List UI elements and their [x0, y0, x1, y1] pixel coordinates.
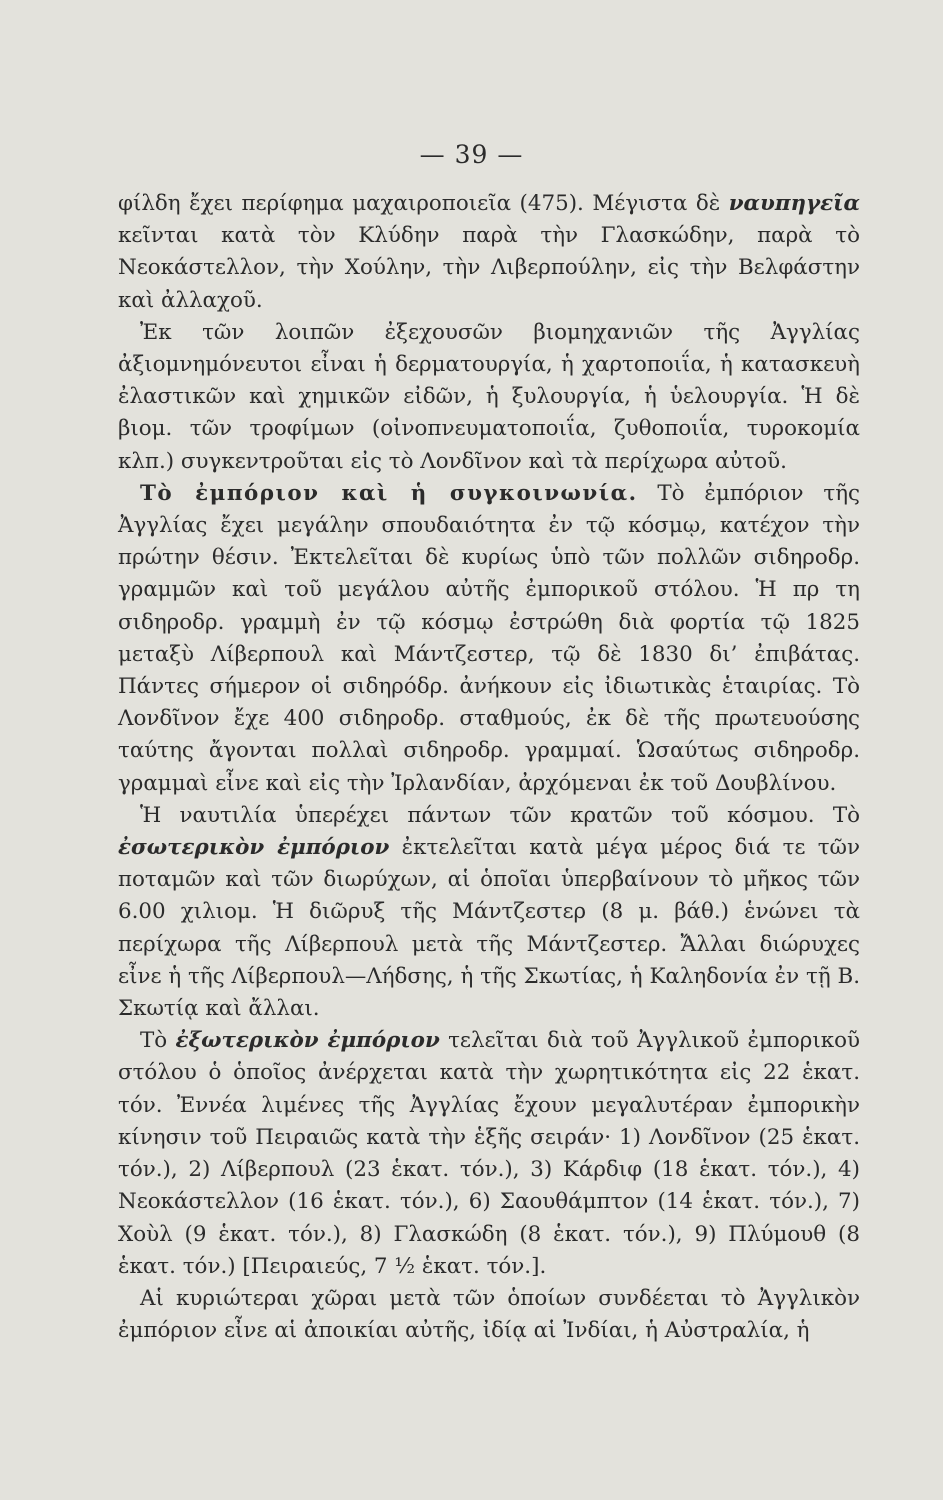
text-run: ἐκτελεῖται κατὰ μέγα μέρος διά τε τῶν ποταμῶν καὶ τῶν διωρύχων, αἱ ὁποῖαι ὑπερβαίνουν τὸ μῆκος τῶν 6.00 χιλιομ. Ἡ διῶρυξ τῆς Μάντζεστερ (8 μ. βάθ.) ἑνώνει τὰ περίχωρα τῆς Λίβερπουλ μετὰ τῆς Μάντζεστερ. Ἄλλαι διώρυχες εἶνε ἡ τῆς Λίβερπουλ—Λήδσης, ἡ τῆς Σκωτίας, ἡ Καληδονία ἐν τῇ Β. Σκωτίᾳ καὶ ἄλλαι. — [118, 835, 860, 1022]
paragraph-trade-partners — [118, 1283, 860, 1347]
section-heading-trade: Τὸ ἐμπόριον καὶ ἡ συγκοινωνία. — [140, 480, 638, 506]
paragraph-industries — [118, 317, 860, 478]
paragraph-navigation — [118, 800, 860, 1025]
emphasis-foreign-trade: ἐξωτερικὸν ἐμπόριον — [175, 1028, 440, 1054]
page-body — [118, 188, 860, 1347]
text-run: Ἐκ τῶν λοιπῶν ἐξεχουσῶν βιομηχανιῶν τῆς Ἀγγλίας ἀξιομνημόνευτοι εἶναι ἡ δερματουργία, ἡ χαρτοποιΐα, ἡ κατασκευὴ ἐλαστικῶν καὶ χημικῶν εἰδῶν, ἡ ξυλουργία, ἡ ὑελουργία. Ἡ δὲ βιομ. τῶν τροφίμων (οἰνοπνευματοποιΐα, ζυθοποιΐα, τυροκομία κλπ.) συγκεντροῦται εἰς τὸ Λονδῖνον καὶ τὰ περίχωρα αὐτοῦ. — [118, 319, 860, 474]
text-run: τελεῖται διὰ τοῦ Ἀγγλικοῦ ἐμπορικοῦ στόλου ὁ ὁποῖος ἀνέρχεται κατὰ τὴν χωρητικότητα εἰς 22 ἑκατ. τόν. Ἐννέα λιμένες τῆς Ἀγγλίας ἔχουν μεγαλυτέραν ἐμπορικὴν κίνησιν τοῦ Πειραιῶς κατὰ τὴν ἑξῆς σειράν· 1) Λονδῖνον (25 ἑκατ. τόν.), 2) Λίβερπουλ (23 ἑκατ. τόν.), 3) Κάρδιφ (18 ἑκατ. τόν.), 4) Νεοκάστελλον (16 ἑκατ. τόν.), 6) Σαουθάμπτον (14 ἑκατ. τόν.), 7) Χοὺλ (9 ἑκατ. τόν.), 8) Γλασκώδη (8 ἑκατ. τόν.), 9) Πλύμουθ (8 ἑκατ. τόν.) [Πειραιεύς, 7 ½ ἑκατ. τόν.]. — [118, 1028, 860, 1279]
paragraph-shipbuilding — [118, 188, 860, 317]
emphasis-shipyards: ναυπηγεῖα — [728, 191, 860, 216]
paragraph-trade-communication — [118, 478, 860, 800]
text-run: φίλδη ἔχει περίφημα μαχαιροποιεῖα (475). Μέγιστα δὲ — [118, 191, 729, 216]
text-run: Ἡ ναυτιλία ὑπερέχει πάντων τῶν κρατῶν τοῦ κόσμου. Τὸ — [140, 802, 860, 828]
page-number: — 39 — — [419, 140, 524, 169]
text-run: Τὸ — [140, 1028, 176, 1054]
paragraph-foreign-trade — [118, 1025, 860, 1283]
text-run: κεῖνται κατὰ τὸν Κλύδην παρὰ τὴν Γλασκώδην, παρὰ τὸ Νεοκάστελλον, τὴν Χούλην, τὴν Λιβερπούλην, εἰς τὴν Βελφάστην καὶ ἀλλαχοῦ. — [118, 223, 860, 313]
text-run: Τὸ ἐμπόριον τῆς Ἀγγλίας ἔχει μεγάλην σπουδαιότητα ἐν τῷ κόσμῳ, κατέχον τὴν πρώτην θέσιν. Ἐκτελεῖται δὲ κυρίως ὑπὸ τῶν πολλῶν σιδηροδρ. γραμμῶν καὶ τοῦ μεγάλου αὐτῆς ἐμπορικοῦ στόλου. Ἡ πρ τη σιδηροδρ. γραμμὴ ἐν τῷ κόσμῳ ἐστρώθη διὰ φορτία τῷ 1825 μεταξὺ Λίβερπουλ καὶ Μάντζεστερ, τῷ δὲ 1830 δι’ ἐπιβάτας. Πάντες σήμερον οἱ σιδηρόδρ. ἀνήκουν εἰς ἰδιωτικὰς ἑταιρίας. Τὸ Λονδῖνον ἔχε 400 σιδηροδρ. σταθμούς, ἐκ δὲ τῆς πρωτευούσης ταύτης ἄγονται πολλαὶ σιδηροδρ. γραμμαί. Ὡσαύτως σιδηροδρ. γραμμαὶ εἶνε καὶ εἰς τὴν Ἰρλανδίαν, ἀρχόμεναι ἐκ τοῦ Δουβλίνου. — [118, 480, 860, 796]
text-run: Αἱ κυριώτεραι χῶραι μετὰ τῶν ὁποίων συνδέεται τὸ Ἀγγλικὸν ἐμπόριον εἶνε αἱ ἀποικίαι αὐτῆς, ἰδίᾳ αἱ Ἰνδίαι, ἡ Αὐστραλία, ἡ — [118, 1285, 860, 1344]
emphasis-domestic-trade: ἐσωτερικὸν ἐμπόριον — [118, 835, 390, 861]
